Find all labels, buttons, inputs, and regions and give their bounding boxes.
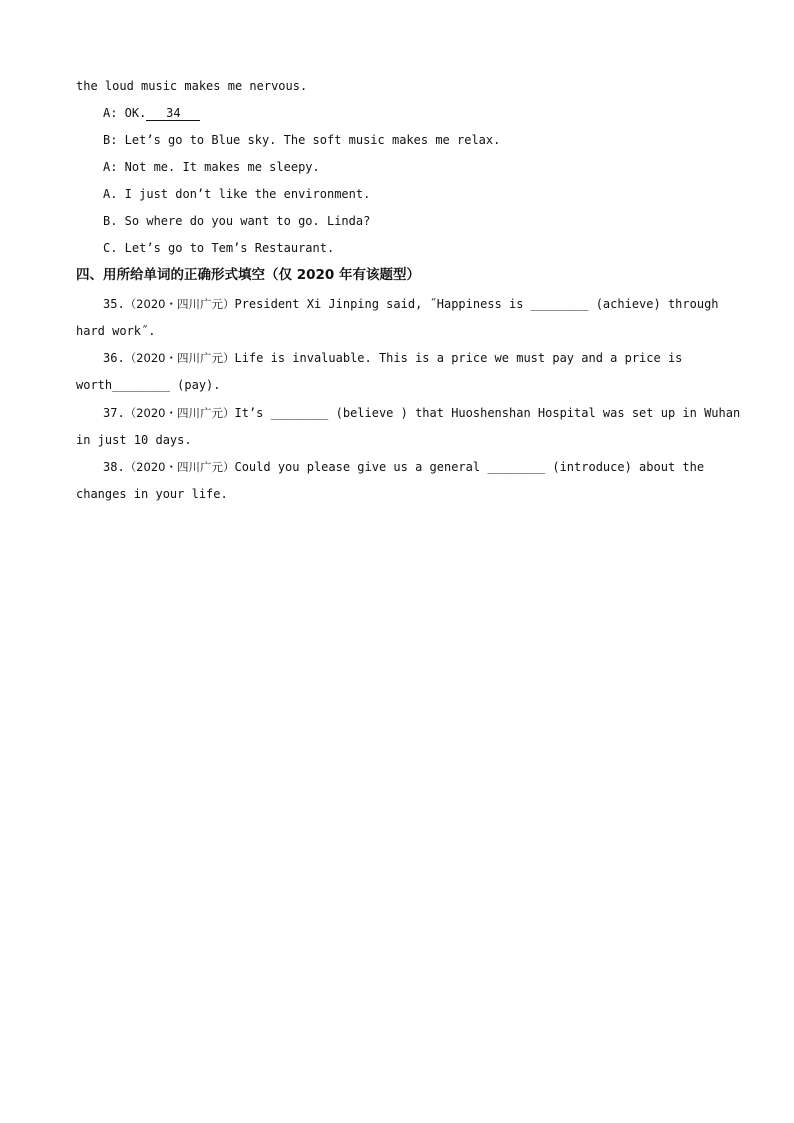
answer-blank-34: 34: [146, 106, 200, 121]
question-37-source: （2020・四川广元）: [124, 406, 235, 420]
dialogue-line-a-sleepy: A: Not me. It makes me sleepy.: [103, 160, 320, 174]
question-37-line1: [103, 405, 748, 421]
question-36-text: Life is invaluable. This is a price we must pay and a price is: [234, 351, 683, 365]
question-38-source: （2020・四川广元）: [124, 460, 235, 474]
question-35-source: （2020・四川广元）: [124, 297, 235, 311]
question-38-text: Could you please give us a general ________ (introduce) about the: [234, 460, 705, 474]
question-36-line2: worth________ (pay).: [76, 378, 221, 392]
question-35-line1: [103, 296, 718, 312]
question-37-number: 37.: [103, 406, 125, 420]
dialogue-a-ok-text: A: OK.: [103, 106, 147, 120]
question-38-number: 38.: [103, 460, 125, 474]
section-heading: 四、用所给单词的正确形式填空（仅 2020 年有该题型）: [76, 267, 420, 283]
question-35-line2: hard work˝.: [76, 324, 156, 338]
question-37-text: It’s ________ (believe ) that Huoshenshan Hospital was set up in Wuhan: [234, 406, 741, 420]
option-a: A. I just don’t like the environment.: [103, 187, 371, 201]
question-36-number: 36.: [103, 351, 125, 365]
question-36-line1: [103, 350, 748, 366]
dialogue-line-b: B: Let’s go to Blue sky. The soft music makes me relax.: [103, 133, 501, 147]
question-38-line1: [103, 459, 748, 475]
dialogue-line-continuation: the loud music makes me nervous.: [76, 79, 308, 93]
question-37-line2: in just 10 days.: [76, 433, 192, 447]
question-35-number: 35.: [103, 297, 125, 311]
question-36-source: （2020・四川广元）: [124, 351, 235, 365]
question-35-text: President Xi Jinping said, ˝Happiness is ________ (achieve) through: [234, 297, 719, 311]
option-c: C. Let’s go to Tem’s Restaurant.: [103, 241, 335, 255]
dialogue-line-a-ok: [103, 105, 748, 121]
question-38-line2: changes in your life.: [76, 487, 228, 501]
option-b: B. So where do you want to go. Linda?: [103, 214, 371, 228]
